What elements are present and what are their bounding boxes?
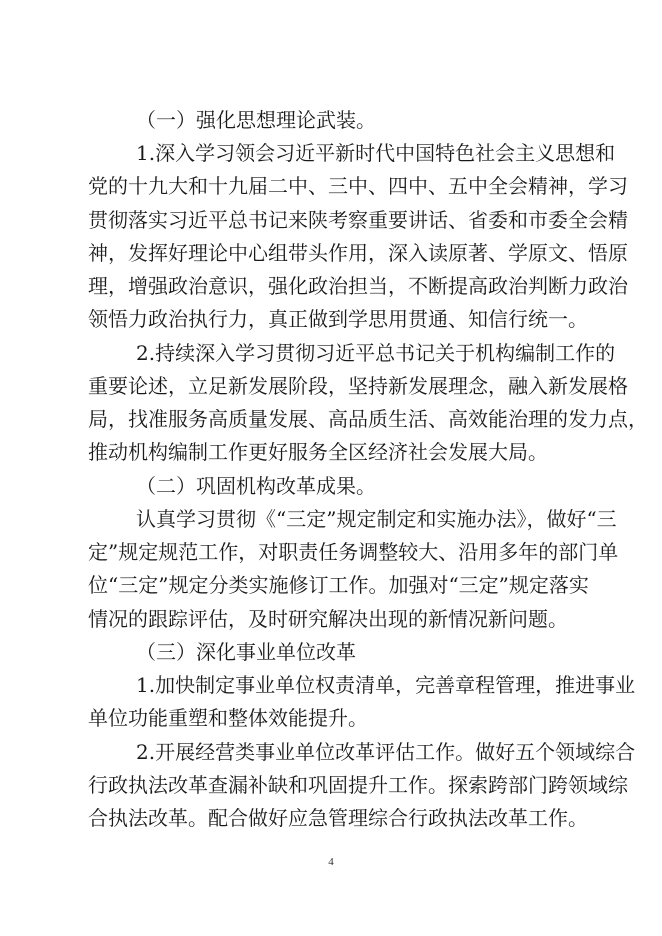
paragraph-line: 定”规定规范工作，对职责任务调整较大、沿用多年的部门单 (88, 540, 619, 564)
paragraph-line: 2.开展经营类事业单位改革评估工作。做好五个领域综合 (136, 740, 636, 764)
paragraph-line: 认真学习贯彻《“三定”规定制定和实施办法》，做好“三 (136, 507, 617, 531)
paragraph-line: 合执法改革。配合做好应急管理综合行政执法改革工作。 (88, 806, 588, 830)
paragraph-line: 1.加快制定事业单位权责清单，完善章程管理，推进事业 (136, 673, 636, 697)
paragraph-line: 1.深入学习领会习近平新时代中国特色社会主义思想和 (136, 141, 616, 165)
paragraph-line: 2.持续深入学习贯彻习近平总书记关于机构编制工作的 (136, 341, 616, 365)
section-heading-3: （三）深化事业单位改革 (136, 640, 356, 664)
paragraph-line: 党的十九大和十九届二中、三中、四中、五中全会精神，学习 (88, 174, 628, 198)
paragraph-line: 重要论述，立足新发展阶段，坚持新发展理念，融入新发展格 (88, 374, 628, 398)
section-heading-2: （二）巩固机构改革成果。 (136, 474, 376, 498)
paragraph-line: 理，增强政治意识，强化政治担当，不断提高政治判断力政治 (88, 274, 628, 298)
paragraph-line: 神，发挥好理论中心组带头作用，深入读原著、学原文、悟原 (88, 241, 628, 265)
paragraph-line: 贯彻落实习近平总书记来陕考察重要讲话、省委和市委全会精 (88, 208, 628, 232)
page-number: 4 (328, 856, 334, 868)
section-heading-1: （一）强化思想理论武装。 (136, 108, 376, 132)
paragraph-line: 局，找准服务高质量发展、高品质生活、高效能治理的发力点， (88, 407, 648, 431)
paragraph-line: 领悟力政治执行力，真正做到学思用贯通、知信行统一。 (88, 307, 588, 331)
paragraph-line: 单位功能重塑和整体效能提升。 (88, 706, 368, 730)
paragraph-line: 情况的跟踪评估，及时研究解决出现的新情况新问题。 (88, 607, 568, 631)
paragraph-line: 行政执法改革查漏补缺和巩固提升工作。探索跨部门跨领域综 (88, 773, 628, 797)
paragraph-line: 推动机构编制工作更好服务全区经济社会发展大局。 (88, 440, 548, 464)
paragraph-line: 位“三定”规定分类实施修订工作。加强对“三定”规定落实 (88, 573, 589, 597)
